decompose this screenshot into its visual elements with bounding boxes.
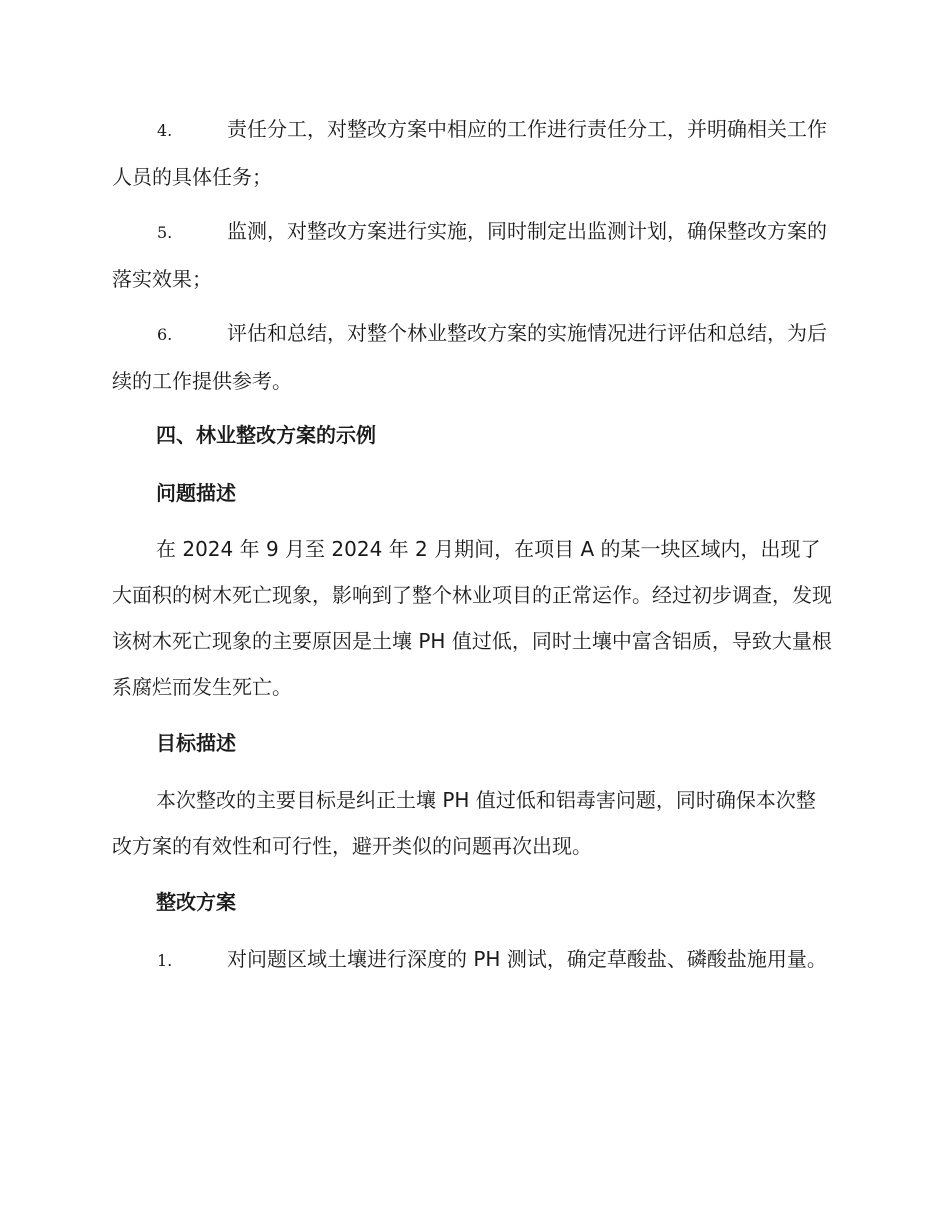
list-item-5 (112, 208, 832, 302)
goal-heading: 目标描述 (156, 731, 236, 755)
list-text: 对问题区域土壤进行深度的 PH 测试，确定草酸盐、磷酸盐施用量。 (227, 947, 827, 971)
list-number: 4. (157, 121, 173, 140)
list-number: 1. (157, 951, 173, 970)
list-text: 责任分工，对整改方案中相应的工作进行责任分工，并明确相关工作人员的具体任务； (112, 117, 827, 189)
problem-heading: 问题描述 (156, 481, 236, 505)
plan-item-1 (112, 936, 832, 984)
list-number: 6. (157, 325, 173, 344)
list-item-6 (112, 310, 832, 404)
section-heading: 四、林业整改方案的示例 (156, 423, 376, 447)
list-item-4 (112, 106, 832, 200)
list-number: 5. (157, 223, 173, 242)
list-text: 评估和总结，对整个林业整改方案的实施情况进行评估和总结，为后续的工作提供参考。 (112, 321, 827, 393)
plan-heading: 整改方案 (156, 890, 236, 914)
goal-paragraph: 本次整改的主要目标是纠正土壤 PH 值过低和铝毒害问题，同时确保本次整改方案的有效性和可行性，避开类似的问题再次出现。 (112, 788, 816, 858)
problem-paragraph: 在 2024 年 9 月至 2024 年 2 月期间，在项目 A 的某一块区域内，出现了大面积的树木死亡现象，影响到了整个林业项目的正常运作。经过初步调查，发现该树木死亡现象的主要原因是土壤 PH 值过低，同时土壤中富含铝质，导致大量根系腐烂而发生死亡。 (112, 537, 832, 699)
list-text: 监测，对整改方案进行实施，同时制定出监测计划，确保整改方案的落实效果； (112, 219, 827, 291)
